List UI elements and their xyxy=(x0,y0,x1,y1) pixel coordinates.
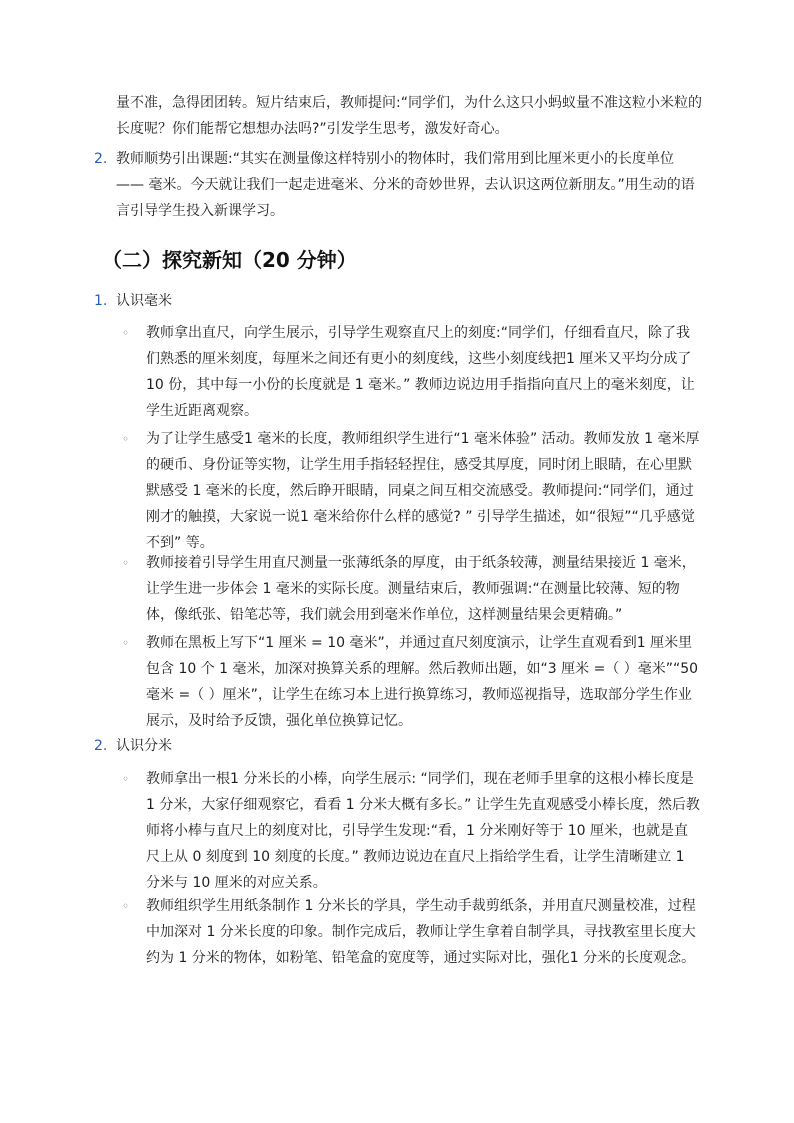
list-item-text: 教师组织学生用纸条制作 1 分米长的学具，学生动手裁剪纸条，并用直尺测量校准，过程中加深对 1 分米长度的印象。制作完成后，教师让学生拿着自制学具，寻找教室里长度大约为 1 分米的物体，如粉笔、铅笔盒的宽度等，通过实际对比，强化1 分米的长度观念。 xyxy=(146,898,696,966)
intro-continuation: 量不准，急得团团转。短片结束后，教师提问:“同学们，为什么这只小蚂蚁量不准这粒小米粒的长度呢？你们能帮它想想办法吗?”引发学生思考，激发好奇心。 xyxy=(116,95,702,137)
bullet-icon: ◦ xyxy=(122,899,130,913)
list-item-text: 教师在黑板上写下“1 厘米 = 10 毫米”，并通过直尺刻度演示，让学生直观看到1 厘米里包含 10 个 1 毫米，加深对换算关系的理解。然后教师出题，如“3 厘米 =（ ）毫米”“50 毫米 =（ ）厘米”，让学生在练习本上进行换算练习，教师巡视指导，选取部分学生作业展示，及时给予反馈，强化单位换算记忆。 xyxy=(146,635,699,729)
list-item xyxy=(122,550,702,628)
list-item-text: 教师接着引导学生用直尺测量一张薄纸条的厚度，由于纸条较薄，测量结果接近 1 毫米，让学生进一步体会 1 毫米的实际长度。测量结束后，教师强调:“在测量比较薄、短的物体，像纸张、铅笔芯等，我们就会用到毫米作单位，这样测量结果会更精确。” xyxy=(146,555,696,623)
intro-list-item-2 xyxy=(94,146,706,224)
subsection-title: 认识分米 xyxy=(116,738,172,754)
bullet-icon: ◦ xyxy=(122,772,130,786)
list-number: 2. xyxy=(94,151,108,167)
list-item xyxy=(122,630,702,734)
list-number: 2. xyxy=(94,738,108,754)
list-item-text: 教师拿出直尺，向学生展示，引导学生观察直尺上的刻度:“同学们，仔细看直尺，除了我们熟悉的厘米刻度，每厘米之间还有更小的刻度线，这些小刻度线把1 厘米又平均分成了 10 份，其中每一小份的长度就是 1 毫米。” 教师边说边用手指指向直尺上的毫米刻度，让学生近距离观察。 xyxy=(146,325,695,419)
section-heading: （二）探究新知（20 分钟） xyxy=(102,248,357,272)
subsection-title-decimeter xyxy=(94,734,172,758)
list-item xyxy=(122,320,702,424)
list-item-text: 教师顺势引出课题:“其实在测量像这样特别小的物体时，我们常用到比厘米更小的长度单位 —— 毫米。今天就让我们一起走进毫米、分米的奇妙世界，去认识这两位新朋友。”用生动的语言引导学生投入新课学习。 xyxy=(116,151,695,219)
list-number: 1. xyxy=(94,293,108,309)
list-item-text: 教师拿出一根1 分米长的小棒，向学生展示: “同学们，现在老师手里拿的这根小棒长度是 1 分米，大家仔细观察它，看看 1 分米大概有多长。” 让学生先直观感受小棒长度，然后教师将小棒与直尺上的刻度对比，引导学生发现:“看，1 分米刚好等于 10 厘米，也就是直尺上从 0 刻度到 10 刻度的长度。” 教师边说边在直尺上指给学生看，让学生清晰建立 1 分米与 10 厘米的对应关系。 xyxy=(146,771,700,891)
bullet-icon: ◦ xyxy=(122,432,130,446)
bullet-icon: ◦ xyxy=(122,636,130,650)
bullet-icon: ◦ xyxy=(122,556,130,570)
list-item xyxy=(122,766,702,896)
list-item-text: 为了让学生感受1 毫米的长度，教师组织学生进行“1 毫米体验” 活动。教师发放 1 毫米厚的硬币、身份证等实物，让学生用手指轻轻捏住，感受其厚度，同时闭上眼睛，在心里默默感受 1 毫米的长度，然后睁开眼睛，同桌之间互相交流感受。教师提问:“同学们，通过刚才的触摸，大家说一说1 毫米给你什么样的感觉? ” 引导学生描述，如“很短”“几乎感觉不到” 等。 xyxy=(146,431,700,551)
bullet-icon: ◦ xyxy=(122,326,130,340)
list-item xyxy=(122,426,702,556)
subsection-title: 认识毫米 xyxy=(116,293,172,309)
list-item xyxy=(122,893,702,971)
subsection-title-millimeter xyxy=(94,289,172,313)
